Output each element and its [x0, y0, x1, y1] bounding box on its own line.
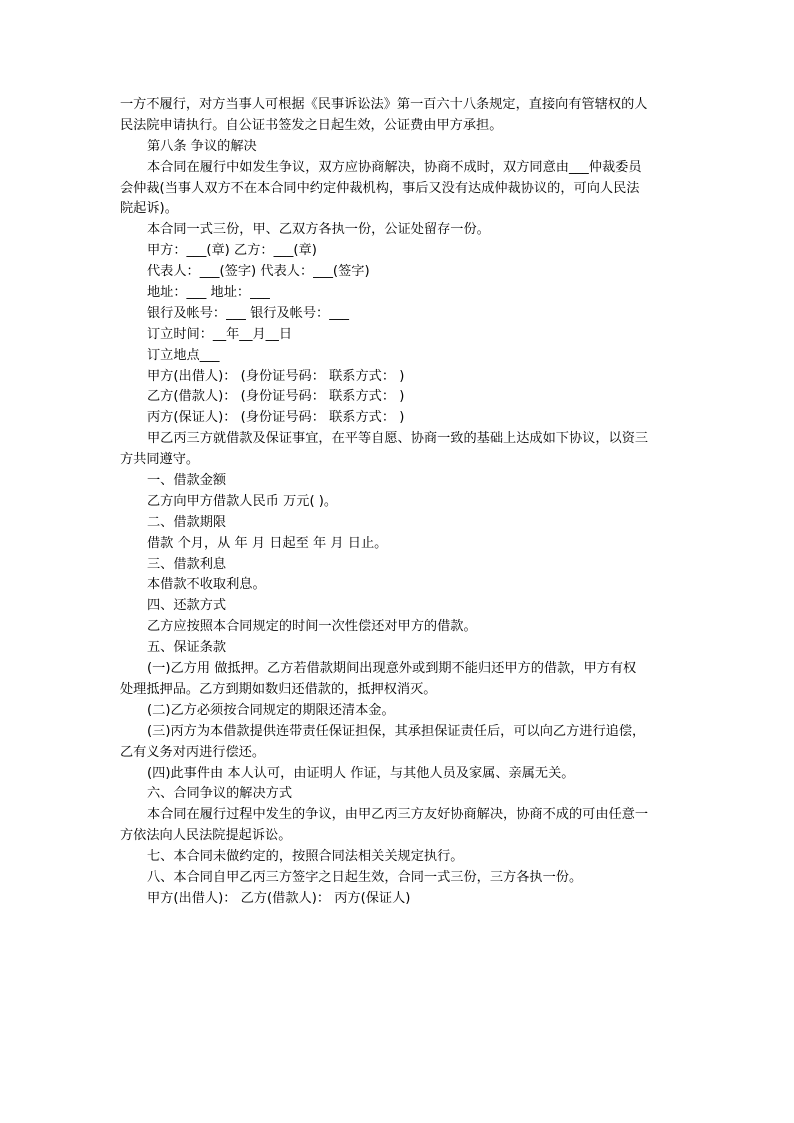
text-line: 乙方应按照本合同规定的时间一次性偿还对甲方的借款。: [147, 619, 477, 635]
text-line: 借款 个月，从 年 月 日起至 年 月 日止。: [147, 535, 388, 551]
text-line: (四)此事件由 本人认可，由证明人 作证，与其他人员及家属、亲属无关。: [147, 765, 575, 781]
signature-line: 订立时间：__年__月__日: [147, 326, 293, 342]
signature-line: 甲方：___(章) 乙方：___(章): [147, 243, 317, 259]
text-line: 方依法向人民法院提起诉讼。: [120, 828, 292, 844]
text-line: (一)乙方用 做抵押。乙方若借款期间出现意外或到期不能归还甲方的借款，甲方有权: [147, 661, 637, 677]
text-line: (二)乙方必须按合同规定的期限还清本金。: [147, 702, 395, 718]
party-line: 甲方(出借人)： 乙方(借款人)： 丙方(保证人): [147, 890, 411, 906]
section-heading: 二、借款期限: [147, 514, 227, 530]
section-heading: 六、合同争议的解决方式: [147, 786, 293, 802]
text-line: 院起诉)。: [120, 201, 178, 217]
signature-line: 银行及帐号：___ 银行及帐号：___: [147, 305, 350, 321]
text-line: 方共同遵守。: [120, 452, 200, 468]
text-line: 乙方向甲方借款人民币 万元( )。: [147, 493, 338, 509]
text-line: 乙有义务对丙进行偿还。: [120, 744, 266, 760]
signature-line: 订立地点___: [147, 347, 220, 363]
section-heading: 第八条 争议的解决: [147, 138, 257, 154]
signature-line: 代表人：___(签字) 代表人：___(签字): [147, 264, 370, 280]
party-line: 甲方(出借人)： (身份证号码： 联系方式： ): [147, 368, 405, 384]
text-line: 甲乙丙三方就借款及保证事宜，在平等自愿、协商一致的基础上达成如下协议，以资三: [147, 431, 649, 447]
party-line: 丙方(保证人)： (身份证号码： 联系方式： ): [147, 410, 405, 426]
section-heading: 一、借款金额: [147, 473, 227, 489]
text-line: 本合同在履行过程中发生的争议，由甲乙丙三方友好协商解决，协商不成的可由任意一: [147, 807, 649, 823]
text-line: 本合同一式三份，甲、乙双方各执一份，公证处留存一份。: [147, 222, 490, 238]
text-line: 民法院申请执行。自公证书签发之日起生效，公证费由甲方承担。: [120, 117, 503, 133]
text-line: 一方不履行，对方当事人可根据《民事诉讼法》第一百六十八条规定，直接向有管辖权的人: [120, 97, 648, 112]
text-line: (三)丙方为本借款提供连带责任保证担保，其承担保证责任后，可以向乙方进行追偿，: [147, 723, 646, 739]
section-heading: 四、还款方式: [147, 598, 227, 614]
text-line: 八、本合同自甲乙丙三方签字之日起生效，合同一式三份，三方各执一份。: [147, 869, 583, 885]
text-line: 处理抵押品。乙方到期如数归还借款的，抵押权消灭。: [120, 681, 437, 697]
text-line: 会仲裁(当事人双方不在本合同中约定仲裁机构，事后又没有达成仲裁协议的，可向人民法: [120, 180, 640, 196]
document-body: [120, 95, 682, 910]
section-heading: 三、借款利息: [147, 556, 227, 572]
text-line: 本合同在履行中如发生争议，双方应协商解决，协商不成时，双方同意由___仲裁委员: [147, 159, 642, 175]
text-line: 七、本合同未做约定的，按照合同法相关关规定执行。: [147, 849, 464, 865]
signature-line: 地址：___ 地址：___: [147, 285, 270, 301]
party-line: 乙方(借款人)： (身份证号码： 联系方式： ): [147, 389, 405, 405]
text-line: 本借款不收取利息。: [147, 577, 266, 593]
section-heading: 五、保证条款: [147, 640, 227, 656]
